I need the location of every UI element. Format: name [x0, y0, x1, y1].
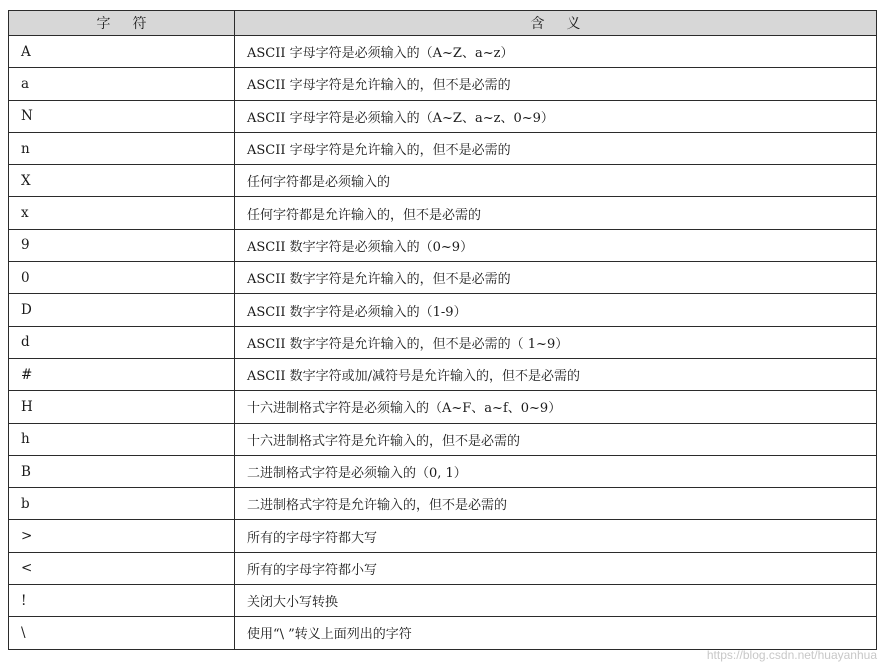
symbol-cell: 9: [9, 229, 235, 261]
meaning-cell: 任何字符都是允许输入的，但不是必需的: [235, 197, 877, 229]
header-meaning: 含义: [235, 11, 877, 36]
table-row: [9, 552, 877, 584]
table-row: [9, 68, 877, 100]
symbol-cell: A: [9, 36, 235, 68]
mask-character-table: [8, 10, 877, 650]
meaning-cell: 使用“\ ”转义上面列出的字符: [235, 617, 877, 649]
symbol-cell: b: [9, 488, 235, 520]
symbol-cell: <: [9, 552, 235, 584]
table-row: [9, 520, 877, 552]
symbol-cell: D: [9, 294, 235, 326]
table-row: [9, 391, 877, 423]
reference-table-container: [8, 10, 876, 650]
symbol-cell: !: [9, 585, 235, 617]
symbol-cell: d: [9, 326, 235, 358]
meaning-cell: 十六进制格式字符是必须输入的（A~F、a~f、0~9）: [235, 391, 877, 423]
table-row: [9, 229, 877, 261]
table-row: [9, 455, 877, 487]
symbol-cell: h: [9, 423, 235, 455]
table-row: [9, 423, 877, 455]
symbol-cell: 0: [9, 262, 235, 294]
meaning-cell: 十六进制格式字符是允许输入的，但不是必需的: [235, 423, 877, 455]
table-row: [9, 488, 877, 520]
symbol-cell: #: [9, 358, 235, 390]
table-row: [9, 617, 877, 649]
table-row: [9, 262, 877, 294]
symbol-cell: N: [9, 100, 235, 132]
symbol-cell: B: [9, 455, 235, 487]
meaning-cell: ASCII 字母字符是允许输入的，但不是必需的: [235, 68, 877, 100]
symbol-cell: a: [9, 68, 235, 100]
symbol-cell: H: [9, 391, 235, 423]
meaning-cell: ASCII 数字字符或加/减符号是允许输入的，但不是必需的: [235, 358, 877, 390]
table-row: [9, 326, 877, 358]
symbol-cell: x: [9, 197, 235, 229]
symbol-cell: >: [9, 520, 235, 552]
meaning-cell: 所有的字母字符都小写: [235, 552, 877, 584]
meaning-cell: 所有的字母字符都大写: [235, 520, 877, 552]
table-row: [9, 294, 877, 326]
meaning-cell: ASCII 字母字符是必须输入的（A~Z、a~z）: [235, 36, 877, 68]
meaning-cell: ASCII 字母字符是允许输入的，但不是必需的: [235, 132, 877, 164]
symbol-cell: n: [9, 132, 235, 164]
table-header-row: [9, 11, 877, 36]
symbol-cell: \: [9, 617, 235, 649]
meaning-cell: ASCII 字母字符是必须输入的（A~Z、a~z、0~9）: [235, 100, 877, 132]
table-row: [9, 36, 877, 68]
table-row: [9, 358, 877, 390]
watermark: https://blog.csdn.net/huayanhua: [706, 648, 877, 662]
meaning-cell: ASCII 数字字符是必须输入的（1-9）: [235, 294, 877, 326]
meaning-cell: 任何字符都是必须输入的: [235, 165, 877, 197]
symbol-cell: X: [9, 165, 235, 197]
table-row: [9, 585, 877, 617]
table-row: [9, 100, 877, 132]
meaning-cell: 二进制格式字符是必须输入的（0, 1）: [235, 455, 877, 487]
meaning-cell: ASCII 数字字符是允许输入的，但不是必需的（ 1~9）: [235, 326, 877, 358]
table-row: [9, 165, 877, 197]
meaning-cell: ASCII 数字字符是必须输入的（0~9）: [235, 229, 877, 261]
table-row: [9, 132, 877, 164]
meaning-cell: 关闭大小写转换: [235, 585, 877, 617]
table-row: [9, 197, 877, 229]
meaning-cell: 二进制格式字符是允许输入的，但不是必需的: [235, 488, 877, 520]
meaning-cell: ASCII 数字字符是允许输入的，但不是必需的: [235, 262, 877, 294]
header-character: 字符: [9, 11, 235, 36]
